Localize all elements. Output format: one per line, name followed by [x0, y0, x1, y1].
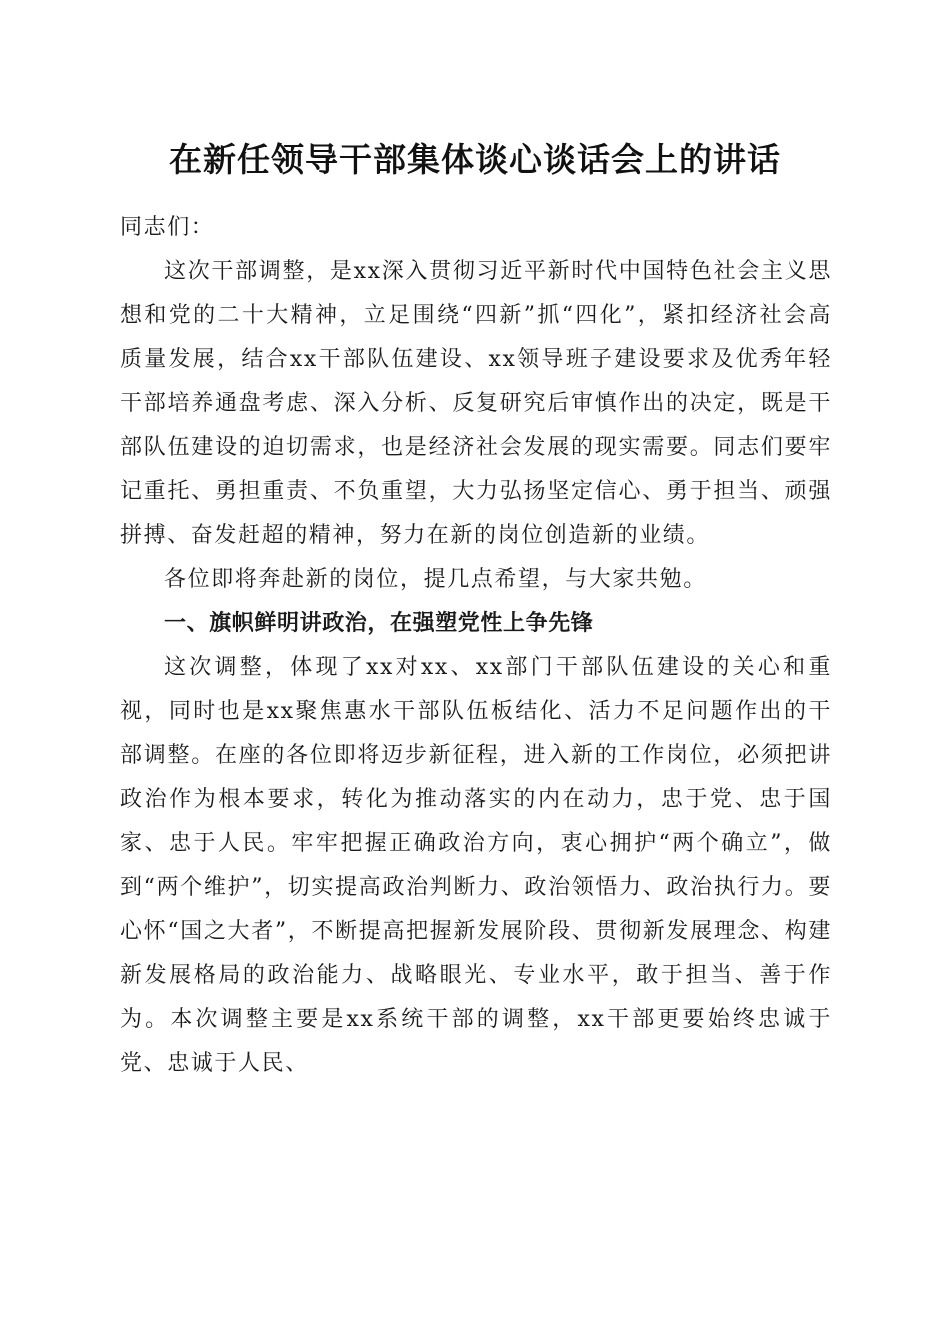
paragraph-hopes: 各位即将奔赴新的岗位，提几点希望，与大家共勉。	[164, 567, 707, 592]
section-paragraph-1: 这次调整，体现了xx对xx、xx部门干部队伍建设的关心和重视，同时也是xx聚焦惠水干部队伍板结化、活力不足问题作出的干部调整。在座的各位即将迈步新征程，进入新的工作岗位，必须把讲政治作为根本要求，转化为推动落实的内在动力，忠于党、忠于国家、忠于人民。牢牢把握正确政治方向，衷心拥护“两个确立”，做到“两个维护”，切实提高政治判断力、政治领悟力、政治执行力。要心怀“国之大者”，不断提高把握新发展阶段、贯彻新发展理念、构建新发展格局的政治能力、战略眼光、专业水平，敢于担当、善于作为。本次调整主要是xx系统干部的调整，xx干部更要始终忠诚于党、忠诚于人民、	[120, 655, 832, 1076]
section-heading-1: 一、旗帜鲜明讲政治，在强塑党性上争先锋	[164, 611, 594, 636]
paragraph-intro: 这次干部调整，是xx深入贯彻习近平新时代中国特色社会主义思想和党的二十大精神，立足围绕“四新”抓“四化”，紧扣经济社会高质量发展，结合xx干部队伍建设、xx领导班子建设要求及优秀年轻干部培养通盘考虑、深入分析、反复研究后审慎作出的决定，既是干部队伍建设的迫切需求，也是经济社会发展的现实需要。同志们要牢记重托、勇担重责、不负重望，大力弘扬坚定信心、勇于担当、顽强拼搏、奋发赶超的精神，努力在新的岗位创造新的业绩。	[120, 259, 832, 548]
document-body	[120, 206, 832, 1086]
document-title: 在新任领导干部集体谈心谈话会上的讲话	[169, 140, 781, 179]
salutation: 同志们：	[120, 215, 215, 240]
